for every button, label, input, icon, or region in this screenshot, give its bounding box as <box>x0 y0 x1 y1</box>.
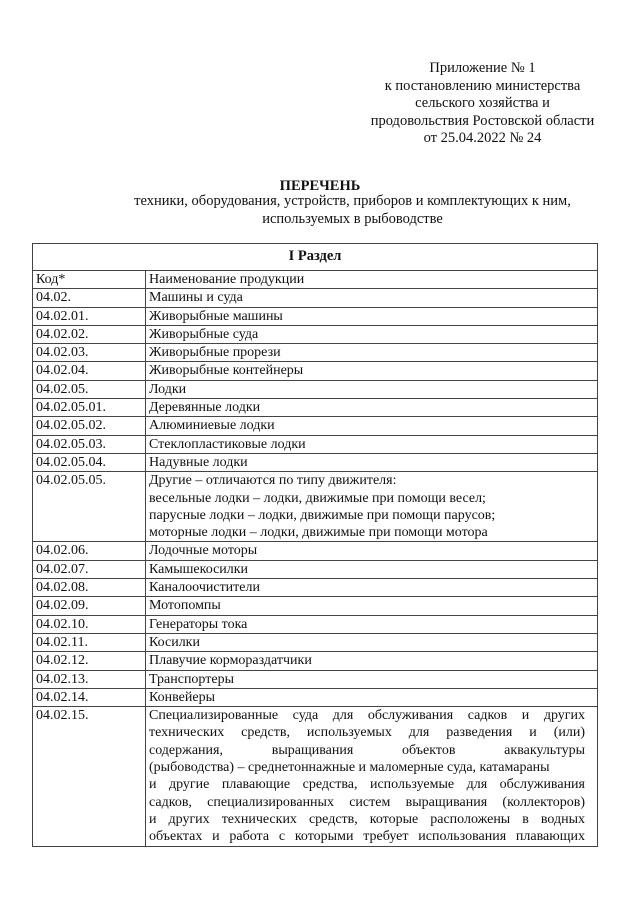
row-name: Живорыбные прорези <box>146 344 598 362</box>
subtitle-line: используемых в рыбоводстве <box>262 210 443 227</box>
appendix-block <box>340 60 625 148</box>
table-row <box>33 399 598 417</box>
row-name: Надувные лодки <box>146 453 598 471</box>
table-row <box>33 633 598 651</box>
row-code: 04.02.06. <box>33 542 146 560</box>
row-name-line: Другие – отличаются по типу движителя: <box>149 473 397 489</box>
appendix-line: к постановлению министерства <box>384 77 581 94</box>
row-code: 04.02.03. <box>33 344 146 362</box>
header-name: Наименование продукции <box>146 271 598 289</box>
row-code: 04.02.08. <box>33 579 146 597</box>
row-code: 04.02.05.01. <box>33 399 146 417</box>
row-name-line: объектах и работа с которыми требует использования плавающих <box>149 829 585 845</box>
row-code: 04.02.02. <box>33 325 146 343</box>
row-name-line: садков, специализированных систем выращивания (коллекторов) <box>149 794 585 810</box>
row-code: 04.02.14. <box>33 688 146 706</box>
row-name: Генераторы тока <box>146 615 598 633</box>
row-name: Машины и суда <box>146 289 598 307</box>
row-name: Лодочные моторы <box>146 542 598 560</box>
section-row <box>33 244 598 271</box>
row-name-line: технических средств, используемых для разведения и (или) <box>149 725 585 741</box>
row-name: Каналоочистители <box>146 579 598 597</box>
row-name: Лодки <box>146 380 598 398</box>
document-subtitle <box>60 193 640 228</box>
table-row <box>33 597 598 615</box>
row-name-line: моторные лодки – лодки, движимые при помощи мотора <box>149 525 488 541</box>
row-code: 04.02.05. <box>33 380 146 398</box>
row-name: Мотопомпы <box>146 597 598 615</box>
table-row <box>33 472 598 542</box>
row-name: Живорыбные машины <box>146 307 598 325</box>
row-name <box>146 707 598 846</box>
row-code: 04.02.01. <box>33 307 146 325</box>
table-row <box>33 652 598 670</box>
row-name: Стеклопластиковые лодки <box>146 435 598 453</box>
table-row <box>33 453 598 471</box>
table-row <box>33 380 598 398</box>
row-name <box>146 472 598 542</box>
row-name: Живорыбные контейнеры <box>146 362 598 380</box>
row-code: 04.02.05.04. <box>33 453 146 471</box>
row-code: 04.02.15. <box>33 707 146 846</box>
row-name: Деревянные лодки <box>146 399 598 417</box>
table-row <box>33 325 598 343</box>
row-code: 04.02.07. <box>33 560 146 578</box>
table-row <box>33 579 598 597</box>
row-code: 04.02. <box>33 289 146 307</box>
header-code: Код* <box>33 271 146 289</box>
table-row <box>33 289 598 307</box>
table-row <box>33 560 598 578</box>
table-row <box>33 307 598 325</box>
row-code: 04.02.05.03. <box>33 435 146 453</box>
table-row <box>33 542 598 560</box>
appendix-line: сельского хозяйства и <box>415 95 550 111</box>
subtitle-line: техники, оборудования, устройств, приборов и комплектующих к ним, <box>134 193 571 209</box>
row-code: 04.02.05.05. <box>33 472 146 542</box>
row-name: Плавучие кормораздатчики <box>146 652 598 670</box>
row-name-line: парусные лодки – лодки, движимые при помощи парусов; <box>149 507 496 523</box>
row-code: 04.02.12. <box>33 652 146 670</box>
table-row <box>33 707 598 846</box>
row-name: Камышекосилки <box>146 560 598 578</box>
row-code: 04.02.09. <box>33 597 146 615</box>
table-row <box>33 362 598 380</box>
table-row <box>33 344 598 362</box>
row-name-line: и другие плавающие средства, используемые для обслуживания <box>149 777 585 793</box>
table-row <box>33 688 598 706</box>
row-code: 04.02.13. <box>33 670 146 688</box>
row-code: 04.02.04. <box>33 362 146 380</box>
product-table <box>32 243 598 847</box>
table-row <box>33 435 598 453</box>
row-name-line: и других технических средств, которые расположены в водных <box>149 811 585 827</box>
section-title: I Раздел <box>33 244 598 271</box>
row-name-line: (рыбоводства) – среднетоннажные и маломерные суда, катамараны <box>149 760 550 776</box>
appendix-line: продовольствия Ростовской области <box>370 112 595 129</box>
row-code: 04.02.05.02. <box>33 417 146 435</box>
table-row <box>33 417 598 435</box>
row-name: Алюминиевые лодки <box>146 417 598 435</box>
table-row <box>33 670 598 688</box>
row-code: 04.02.10. <box>33 615 146 633</box>
row-name-line: весельные лодки – лодки, движимые при помощи весел; <box>149 490 486 506</box>
header-row <box>33 271 598 289</box>
row-name: Живорыбные суда <box>146 325 598 343</box>
row-code: 04.02.11. <box>33 633 146 651</box>
row-name-line: содержания, выращивания объектов аквакультуры <box>149 742 585 758</box>
row-name: Транспортеры <box>146 670 598 688</box>
appendix-line: Приложение № 1 <box>429 60 536 76</box>
row-name: Косилки <box>146 633 598 651</box>
document-title: ПЕРЕЧЕНЬ <box>279 178 361 194</box>
appendix-line: от 25.04.2022 № 24 <box>423 130 542 146</box>
row-name: Конвейеры <box>146 688 598 706</box>
table-row <box>33 615 598 633</box>
row-name-line: Специализированные суда для обслуживания садков и других <box>149 708 585 724</box>
